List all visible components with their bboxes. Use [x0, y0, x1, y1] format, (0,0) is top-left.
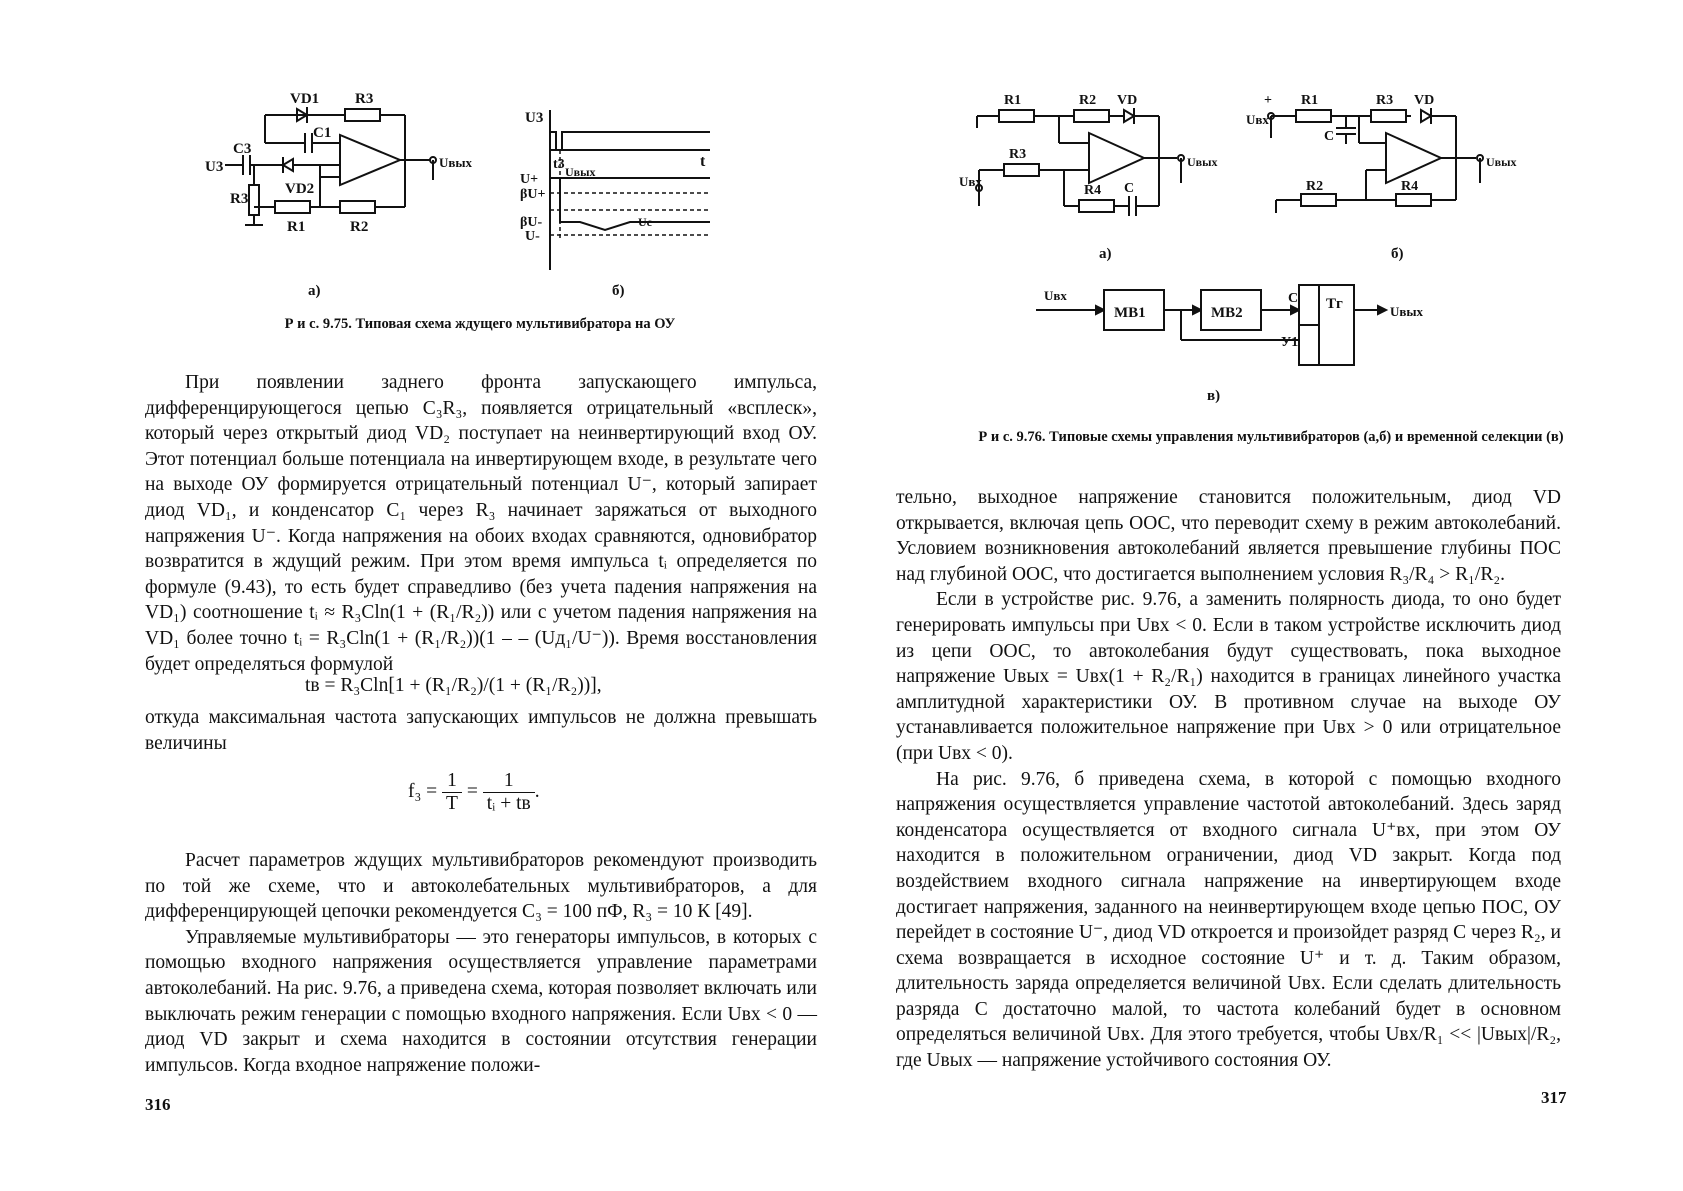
label-timing-t3: t3: [553, 157, 565, 172]
label-976a-vd: VD: [1117, 93, 1138, 108]
formula-f3-eq: =: [466, 780, 478, 802]
label-r2: R2: [350, 219, 369, 235]
formula-tv: tв = R₃Cln[1 + (R₁/R₂)/(1 + (R₁/R₂))],: [305, 675, 602, 696]
figure-976c-blocks: [1036, 280, 1424, 370]
left-paragraph-4: Управляемые мультивибраторы — это генераторы импульсов, в которых с помощью входного напряжения осуществляется управление параметрами автоколебаний. На рис. 9.76, а приведена схема, которая позволяет включать или выключать режим генерации с помощью входного напряжения. Если Uвх < 0 — диод VD закрыт и схема находится в состоянии отсутствия генерации импульсов. Когда входное напряжение положи-: [145, 926, 817, 1076]
label-976b-uvh: Uвх: [1246, 112, 1269, 127]
label-976a-r3: R3: [1009, 147, 1027, 162]
fig975-sub-a: а): [308, 283, 321, 299]
label-976a-c: C: [1124, 181, 1135, 196]
label-timing-uc: Uc: [638, 215, 652, 229]
label-976a-uvh: Uвх: [959, 174, 982, 189]
left-paragraph-2: откуда максимальная частота запускающих импульсов не должна превышать величины: [145, 707, 817, 754]
label-976c-uvh: Uвх: [1044, 288, 1067, 303]
left-page: [0, 0, 841, 1191]
figure-975b-timing: [520, 110, 720, 270]
label-976a-r1: R1: [1004, 93, 1022, 108]
page-number-right: 317: [1541, 1088, 1567, 1107]
fig976-sub-b: б): [1391, 246, 1404, 262]
label-r3-left: R3: [230, 191, 249, 207]
figure-975a-circuit: [205, 85, 475, 255]
figure-976a-circuit: [959, 88, 1219, 238]
label-976c-uvyh: Uвых: [1390, 304, 1424, 319]
right-page: [841, 0, 1683, 1191]
fig976-sub-c: в): [1207, 388, 1221, 404]
block-mb1: MB1: [1114, 305, 1146, 321]
right-text-block: [896, 485, 1561, 1074]
figure-976b-circuit: [1246, 88, 1526, 238]
label-timing-t: t: [700, 153, 706, 170]
label-976b-vd: VD: [1414, 93, 1435, 108]
page-number-left: 316: [145, 1095, 171, 1114]
label-976b-uvyh: Uвых: [1486, 155, 1517, 169]
label-vd2: VD2: [285, 181, 315, 197]
fig976-sub-a: а): [1099, 246, 1112, 262]
label-976b-c: C: [1324, 129, 1335, 144]
fig976-caption: Р и с. 9.76. Типовые схемы управления мультивибраторов (а,б) и временной селекции (в): [978, 429, 1564, 445]
label-976b-plus: +: [1264, 93, 1272, 108]
label-c3: C3: [233, 141, 252, 157]
formula-f3-lhs: f₃ =: [408, 780, 438, 802]
label-976b-r3: R3: [1376, 93, 1394, 108]
label-c1: C1: [313, 125, 332, 141]
formula-f3-end: .: [534, 780, 540, 802]
right-paragraph-1: тельно, выходное напряжение становится положительным, диод VD открывается, включая цепь ООС, что переводит схему в режим автоколебаний. Условием возникновения автоколебаний является превышение глубины ПОС над глубиной ООС, что достигается выполнением условия R₃/R₄ > R₁/R₂.: [896, 487, 1561, 585]
label-timing-uminus: U-: [525, 229, 540, 244]
formula-f3-num1: 1: [442, 770, 462, 793]
block-tg: Tг: [1326, 296, 1343, 312]
label-976a-r2: R2: [1079, 93, 1097, 108]
left-paragraph-3: Расчет параметров ждущих мультивибраторов рекомендуют производить по той же схеме, что и автоколебательных мультивибраторов, а для дифференцирующей цепочки рекомендуется C₃ = 100 пФ, R₃ = 10 К [49].: [145, 850, 817, 923]
label-vd1: VD1: [290, 91, 320, 107]
fig975-caption: Р и с. 9.75. Типовая схема ждущего мультивибратора на ОУ: [284, 316, 676, 332]
label-976b-r2: R2: [1306, 179, 1324, 194]
right-paragraph-3: На рис. 9.76, б приведена схема, в которой с помощью входного напряжения осуществляется управление частотой автоколебаний. Здесь заряд конденсатора осуществляется от входного сигнала U⁺вх, при этом ОУ находится в положительном ограничении, диод VD закрыт. Когда под воздействием входного сигнала напряжение на инвертирующем входе достигает напряжения, заданного на неинвертирующем входе цепью ПОС, ОУ перейдет в состояние U⁻, диод VD откроется и произойдет разряд C через R₂, и схема возвращается в исходное состояние U⁺ и т. д. Таким образом, длительность заряда определяется величиной Uвх. Если сделать длительность разряда C достаточно малой, то частота колебаний будет в основном определяться величиной Uвх. Для этого требуется, чтобы Uвх/R₁ << |Uвых|/R₂, где Uвых — напряжение устойчивого состояния ОУ.: [896, 768, 1561, 1072]
label-r1: R1: [287, 219, 306, 235]
label-976b-r1: R1: [1301, 93, 1319, 108]
label-976a-uvyh: Uвых: [1187, 155, 1218, 169]
left-paragraph-1: При появлении заднего фронта запускающего импульса, дифференцирующегося цепью C₃R₃, появляется отрицательный «всплеск», который через открытый диод VD₂ поступает на неинвертирующий вход ОУ. Этот потенциал больше потенциала на инвертирующем входе, в результате чего на выходе ОУ формируется отрицательный потенциал U⁻, который запирает диод VD₁, и конденсатор C₁ через R₃ начинает заряжаться от выходного напряжения U⁻. Когда напряжения на обоих входах сравняются, одновибратор возвратится в ждущий режим. При этом время импульса tᵢ определяется по формуле (9.43), то есть будет справедливо (без учета падения напряжения на VD₁) соотношение tᵢ ≈ R₃Cln(1 + (R₁/R₂)) или с учетом падения напряжения на VD₁ более точно tᵢ = R₃Cln(1 + (R₁/R₂))(1 – – (Uд₁/U⁻)). Время восстановления будет определяться формулой: [145, 372, 817, 675]
label-r3-top: R3: [355, 91, 374, 107]
label-u3: U3: [205, 159, 224, 175]
label-uvyh: Uвых: [439, 155, 473, 170]
label-976c-c: C: [1288, 291, 1299, 306]
formula-f3-den2: tᵢ + tв: [486, 793, 531, 814]
fig975-sub-b: б): [612, 283, 625, 299]
formula-f3-frac2: [483, 770, 535, 815]
label-976b-r4: R4: [1401, 179, 1419, 194]
left-text-block-2: [145, 705, 817, 756]
label-976c-u1: У1: [1281, 335, 1299, 350]
label-976a-r4: R4: [1084, 183, 1102, 198]
left-text-block-3: [145, 848, 817, 1078]
label-timing-u3: U3: [525, 110, 544, 126]
left-text-block-1: [145, 370, 817, 677]
formula-f3-frac1: [442, 770, 462, 815]
formula-f3-num2: 1: [483, 770, 535, 793]
formula-f3: [408, 770, 540, 815]
formula-f3-den1: T: [446, 793, 458, 814]
label-timing-bu-plus: βU+: [520, 187, 546, 202]
block-mb2: MB2: [1211, 305, 1243, 321]
label-timing-bu-minus: βU-: [520, 215, 543, 230]
right-paragraph-2: Если в устройстве рис. 9.76, а заменить полярность диода, то оно будет генерировать импульсы при Uвх < 0. Если в таком устройстве исключить диод из цепи ООС, то автоколебания будут существовать, пока выходное напряжение Uвых = Uвх(1 + R₂/R₁) находится в границах линейного участка амплитудной характеристики ОУ. В противном случае на выходе ОУ устанавливается положительное напряжение при Uвх > 0 или отрицательное (при Uвх < 0).: [896, 589, 1561, 764]
label-timing-uplus: U+: [520, 172, 539, 187]
label-timing-uvyh: Uвых: [565, 165, 596, 179]
